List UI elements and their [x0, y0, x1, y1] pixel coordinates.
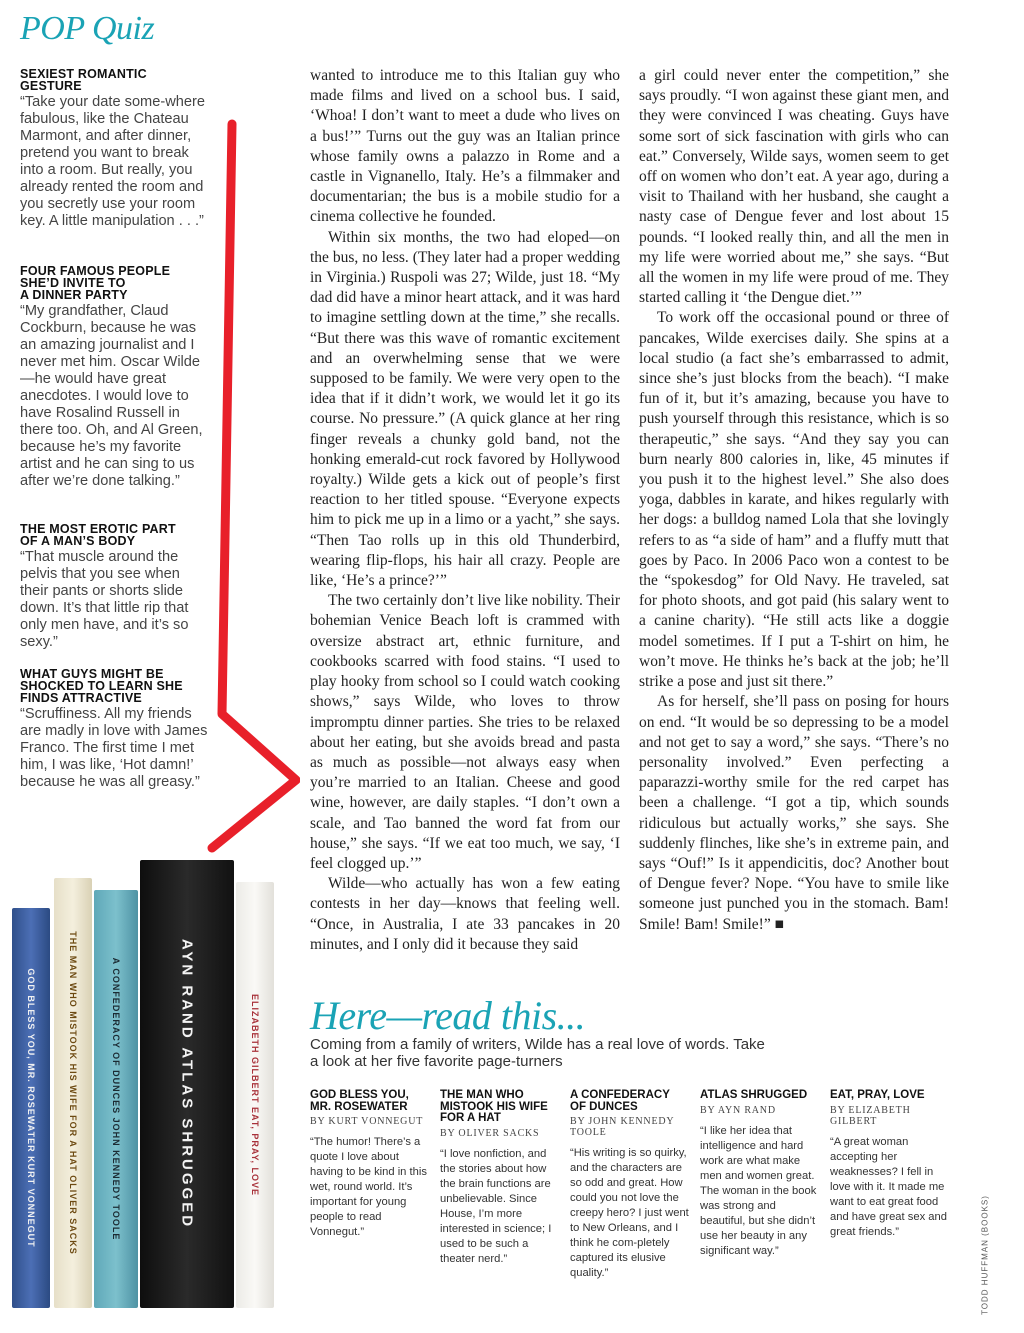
photo-credit	[975, 1195, 995, 1315]
book-spine-text: GOD BLESS YOU, MR. ROSEWATER KURT VONNEGUT	[26, 968, 36, 1248]
article-column-2	[639, 66, 949, 935]
book-quote: “A great woman accepting her weaknesses? I fell in love with it. It made me want to eat great food and have great sex and great friends.”	[830, 1135, 947, 1238]
book-author: BY KURT VONNEGUT	[310, 1116, 424, 1127]
book-title: ATLAS SHRUGGED	[700, 1089, 808, 1101]
read-this-title: Here—read this...	[310, 993, 586, 1038]
book-quote: “The humor! There’s a quote I love about having to be kind in this wet, round world. It’s important for young people to read Vonnegut.”	[310, 1136, 427, 1238]
quiz-answer: “Scruffiness. All my friends are madly in love with James Franco. The first time I met him, I was like, ‘Hot damn!’ because he was all greasy.”	[20, 706, 208, 790]
article-paragraph: a girl could never enter the competition,” she says proudly. “I won against these giant men, and they were convinced I was cheating. Guys have some sort of sick fascination with girls who can eat.” Conversely, Wilde says, women seem to get off on women who don’t eat. A year ago, during a visit to Thailand with her husband, she caught a nasty case of Dengue fever and lost about 15 pounds. “I looked really thin, and all the men in my life were worried about me,” she says. “But all the women in my life were proud of me. They started calling it ‘the Dengue diet.’”	[639, 67, 949, 307]
books-photo	[0, 860, 290, 1320]
quiz-answer: “That muscle around the pelvis that you see when their pants or shorts slide down. It’s that little rip that only men have, and it’s so sexy.”	[20, 549, 189, 650]
book-spine-rand	[140, 860, 234, 1308]
quiz-item	[20, 523, 210, 651]
book-author: BY ELIZABETH GILBERT	[830, 1104, 911, 1127]
quiz-answer: “My grandfather, Claud Cockburn, because he was an amazing journalist and I never met him. Oscar Wilde—he would have great anecdotes. I would love to have Rosalind Russell in there too. Oh, and Al Green, because he’s my favorite artist and he can sing to us after we’re done talking.”	[20, 303, 203, 489]
book-spine-toole	[94, 890, 138, 1308]
read-this-intro: Coming from a family of writers, Wilde has a real love of words. Take a look at her five favorite page-turners	[310, 1036, 765, 1070]
quiz-question: SEXIEST ROMANTIC GESTURE	[20, 67, 147, 93]
book-recommendation	[830, 1090, 950, 1240]
book-recommendation	[310, 1090, 430, 1240]
quiz-item	[20, 68, 210, 230]
book-title: A CONFEDERACY OF DUNCES	[570, 1089, 670, 1113]
quiz-answer: “Take your date some-where fabulous, like the Chateau Marmont, and after dinner, pretend you want to break into a room. But really, you already rented the room and you secretly use your room key. A little manipulation . . .”	[20, 94, 205, 229]
book-spine-text: ELIZABETH GILBERT EAT, PRAY, LOVE	[250, 993, 260, 1197]
book-title: EAT, PRAY, LOVE	[830, 1089, 925, 1101]
book-recommendation	[700, 1090, 820, 1259]
quiz-question: FOUR FAMOUS PEOPLE SHE’D INVITE TO A DINNER PARTY	[20, 264, 171, 302]
book-title: GOD BLESS YOU, MR. ROSEWATER	[310, 1089, 409, 1113]
book-spine-text: A CONFEDERACY OF DUNCES JOHN KENNEDY TOOLE	[111, 957, 121, 1241]
article-paragraph: wanted to introduce me to this Italian guy who made films and lived on a school bus. I said, ‘Whoa! I don’t want to meet a dude who lives on a bus!’” Turns out the guy was an Italian prince whose family owns a palazzo in Rome and a castle in Vignanello, Italy. He’s a filmmaker and documentarian; the bus is a mobile studio for a cinema collective he founded.	[310, 67, 620, 226]
book-quote: “I love nonfiction, and the stories about how the brain functions are unbelievable. Since House, I’m more interested in science; I used to be such a theater nerd.”	[440, 1147, 552, 1265]
article-paragraph: Within six months, the two had eloped—on the bus, no less. (They later had a proper wedding in Virginia.) Ruspoli was 27; Wilde, just 18. “My dad did have a minor heart attack, and it was hard to imagine settling down at the time,” she recalls. “But there was this wave of romantic excitement and an overwhelming sense that we were supposed to be family. We were very open to the idea that if it didn’t work, we would let it go its course. No pressure.” (A quick glance at her ring finger reveals a chunky gold band, not the honking emerald-cut rock favored by Hollywood royalty.) Wilde gets a kick out of people’s first reaction to her titled spouse. “Everyone expects him to pick me up in a limo or a yacht,” she says. “Then Tao rolls up in this old Thunderbird, wearing flip-flops, his hair all crazy. People are like, ‘He’s a prince?’”	[310, 228, 620, 590]
quiz-item	[20, 668, 210, 791]
quiz-item	[20, 265, 210, 490]
article-paragraph: To work off the occasional pound or three of pancakes, Wilde exercises daily. She spins at a local studio (a fact she’s embarrassed to admit, since she’s just blocks from the beach). “I make fun of it, but it’s amazing, because you have to push yourself through this resistance, which is so therapeutic,” she says. “And they say you can burn nearly 800 calories in, like, 45 minutes if you push it to the highest level.” She also does yoga, dabbles in karate, and hikes regularly with her dogs: a bulldog named Lola that she lovingly refers to as “a side of ham” and a fluffy mutt that goes by Paco. In 2006 Paco won a contest to be the “spokesdog” for Old Navy. He traveled, sat for photo shoots, and got paid (his salary went to a canine charity). “He still acts like a doggie model sometimes. If I put a T-shirt on him, he won’t move. He thinks he’s back at the job; he’ll strike a pose and just sit there.”	[639, 309, 949, 691]
book-title: THE MAN WHO MISTOOK HIS WIFE FOR A HAT	[440, 1089, 548, 1124]
article-paragraph: The two certainly don’t live like nobility. Their bohemian Venice Beach loft is crammed with oversize abstract art, ethnic furniture, and cookbooks scarred with food stains. “I used to play hooky from school so I could watch cooking shows,” says Wilde, who loves to throw impromptu dinner parties. She tries to be relaxed about her eating, but she avoids bread and pasta as much as possible—not always easy when you’re married to an Italian. Cheese and good wine, however, are daily staples. “I don’t own a scale, and Tao banned the word fat from our house,” she says. “If we eat too much, we say, ‘I feel clogged up.’”	[310, 592, 620, 872]
photo-credit-text: TODD HUFFMAN (BOOKS)	[980, 1195, 990, 1315]
article-paragraph: As for herself, she’ll pass on posing for hours on end. “It would be so depressing to be a model and not get to say a word,” she says. “There’s no personality involved.” Even perfecting a paparazzi-worthy smile for the red carpet has been a challenge. “I got a tip, which sounds ridiculous but actually works,” she says. She suddenly flinches, like she’s in extreme pain, and says “Ouf!” Is it appendicitis, doc? Another bout of Dengue fever? Nope. “You have to smile like someone just punched you in the stomach. Bam! Smile! Bam! Smile!” ■	[639, 693, 949, 933]
book-recommendation	[440, 1090, 560, 1267]
book-spine-sacks	[54, 878, 92, 1308]
book-author: BY OLIVER SACKS	[440, 1127, 540, 1139]
book-spine-text: THE MAN WHO MISTOOK HIS WIFE FOR A HAT OLIVER SACKS	[68, 931, 78, 1255]
article-column-1	[310, 66, 620, 955]
book-quote: “His writing is so quirky, and the characters are so odd and great. How could you not love the creepy hero? I just went to New Orleans, and I think he com-pletely captured its elusive quality.”	[570, 1147, 689, 1279]
book-quote: “I like her idea that intelligence and hard work are what make men and women great. The woman in the book was strong and beautiful, but she didn’t use her beauty in any significant way.”	[700, 1124, 817, 1257]
book-spine-gilbert	[236, 882, 274, 1308]
book-author: BY AYN RAND	[700, 1104, 776, 1116]
article-paragraph: Wilde—who actually has won a few eating contests in her day—knows that feeling well. “Once, in Australia, I ate 33 pancakes in 20 minutes, and I only did it because they said	[310, 875, 620, 953]
pop-quiz-title: POP Quiz	[20, 10, 155, 47]
book-spine-text: AYN RAND ATLAS SHRUGGED	[178, 938, 196, 1230]
book-spine-vonnegut	[12, 908, 50, 1308]
book-recommendation	[570, 1090, 690, 1281]
book-author: BY JOHN KENNEDY TOOLE	[570, 1116, 675, 1138]
quiz-question: WHAT GUYS MIGHT BE SHOCKED TO LEARN SHE FINDS ATTRACTIVE	[20, 667, 183, 705]
quiz-question: THE MOST EROTIC PART OF A MAN’S BODY	[20, 522, 176, 548]
